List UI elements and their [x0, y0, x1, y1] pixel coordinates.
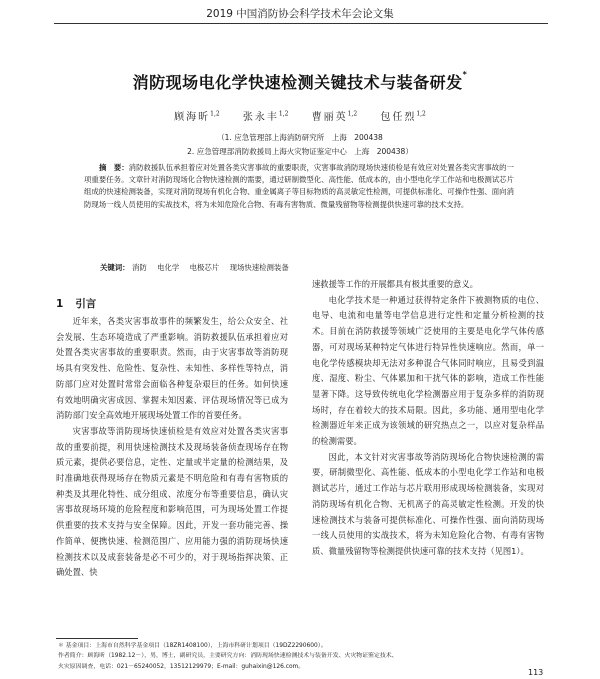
keywords-label: 关键词：: [100, 263, 130, 272]
section-title-text: 引言: [75, 298, 97, 310]
author: 张永丰$^{1,2}$: [242, 110, 289, 123]
title-footnote-mark: *: [462, 70, 468, 79]
running-header: 2019 中国消防协会科学技术年会论文集: [206, 8, 394, 20]
page-number: 113: [528, 668, 544, 677]
body-paragraph: 灾害事故等消防现场快速侦检是有效应对处置各类灾害事故的重要前提，利用快速检测技术及现场装备侦查现场存在物质元素，提供必要信息，定性、定量或半定量的检测结果，及时准确地获得现场存在物质元素是不明危险和有毒有害物质的种类及其理化特性、成分组成、浓度分布等重要信息，确认灾害事故现场环境的危险程度和影响范围，可为现场处置工作提供重要的技术支持与安全保障。因此，开发一套功能完善、操作简单、便携快速、检测范围广、应用能力强的消防现场快速检测技术以及成套装备是必不可少的，对于现场指挥决策、正确处置、快: [56, 425, 288, 578]
keyword: 电极芯片: [189, 263, 220, 272]
affiliation-2: 2. 应急管理部消防救援局上海火灾物证鉴定中心 上海 200438）: [187, 147, 413, 156]
affiliation-1: （1. 应急管理部上海消防研究所 上海 200438: [217, 133, 383, 142]
body-paragraph: 近年来，各类灾害事故事件的频繁发生，给公众安全、社会发展、生态环境造成了严重影响。消防救援队伍承担着应对处置各类灾害事故的重要职责。然而，由于灾害事故等消防现场具有突发性、危险性、复杂性、未知性、多样性等特点，消防部门应对处置时常常会面临各种复杂艰巨的任务。如何快速有效地明确灾害成因、掌握未知因素、评估现场情况等已成为消防部门安全高效地开展现场处置工作的首要任务。: [56, 316, 288, 421]
title-text: 消防现场电化学快速检测关键技术与装备研发: [132, 73, 463, 92]
abstract-label: 摘 要：: [99, 163, 129, 172]
author: 曹丽英$^{1,2}$: [311, 110, 358, 123]
keyword: 电化学: [157, 263, 180, 272]
keyword: 消防: [131, 263, 147, 272]
author: 包任烈$^{1,2}$: [380, 110, 426, 123]
author-list: [0, 108, 600, 123]
abstract: [84, 162, 514, 211]
left-column: [56, 314, 288, 581]
footnotes: [58, 641, 548, 672]
keywords: [100, 262, 514, 273]
header-rule: [54, 23, 548, 24]
paper-title: [0, 70, 600, 93]
footnote-rule: [56, 638, 138, 639]
footnote-line: ＊ 基金项目：上海市自然科学基金项目（18ZR1408100），上海市科研计划项目（19DZ2290600）。: [58, 643, 327, 649]
section-heading: [56, 296, 96, 311]
body-paragraph: 电化学技术是一种通过获得特定条件下被测物质的电位、电导、电流和电量等电学信息进行定性和定量分析检测的技术。目前在消防救援等领域广泛使用的主要是电化学气体传感器，可对现场某种特定气体进行特异性快速响应。然而，单一电化学传感模块却无法对多种混合气体同时响应，且易受到温度、湿度、粉尘、气体累加和干扰气体的影响，造成工作性能显著下降。这导致传统电化学检测器应用于复杂多样的消防现场时，存在着较大的技术局限。因此，多功能、通用型电化学检测器近年来正成为该领域的研究热点之一，以应对复杂样品的检测需要。: [312, 294, 544, 447]
right-column: [312, 277, 544, 560]
author: 顾海昕$^{1,2}$: [174, 110, 220, 123]
body-paragraph: 因此，本文针对灾害事故等消防现场化合物快速检测的需要，研制微型化、高性能、低成本的小型电化学工作站和电极测试芯片，通过工作站与芯片联用形成现场检测装备，实现对消防现场有机化合物、无机离子的高灵敏定性检测。开发的快速检测技术与装备可提供标准化、可操作性强、面向消防现场一线人员使用的实战技术，将为未知危险化合物、有毒有害物质、微量残留物等检测提供快速可靠的技术支持（见图1）。: [312, 451, 544, 556]
keyword: 现场快速检测装备: [229, 263, 289, 272]
section-number: 1: [56, 298, 64, 310]
footnote-line: 火灾原因调查，电话：021－65240052，13512129979；E-mail：guhaixin@126.com。: [58, 663, 305, 670]
footnote-line: 作者简介：顾海昕（1982.12－），男，博士，副研究员，主要研究方向：消防现场快速检测技术与装备开发、火灾物证鉴定技术、: [58, 653, 398, 660]
abstract-text: 消防救援队伍承担着应对处置各类灾害事故的重要职责，灾害事故消防现场快速侦检是有效应对处置各类灾害事故的一项重要任务。文章针对消防现场化合物快速检测的需要，通过研制微型化、高性能、低成本的，由小型电化学工作站和电极测试芯片组成的快速检测装备，实现对消防现场有机化合物、重金属离子等目标物质的高灵敏定性检测，可提供标准化、可操作性强、面向消防现场一线人员使用的实战技术，将为未知危险化合物、有毒有害物质、微量残留物等检测提供快速可靠的技术支持。: [84, 163, 514, 209]
body-paragraph: 速救援等工作的开展都具有极其重要的意义。: [312, 279, 478, 289]
